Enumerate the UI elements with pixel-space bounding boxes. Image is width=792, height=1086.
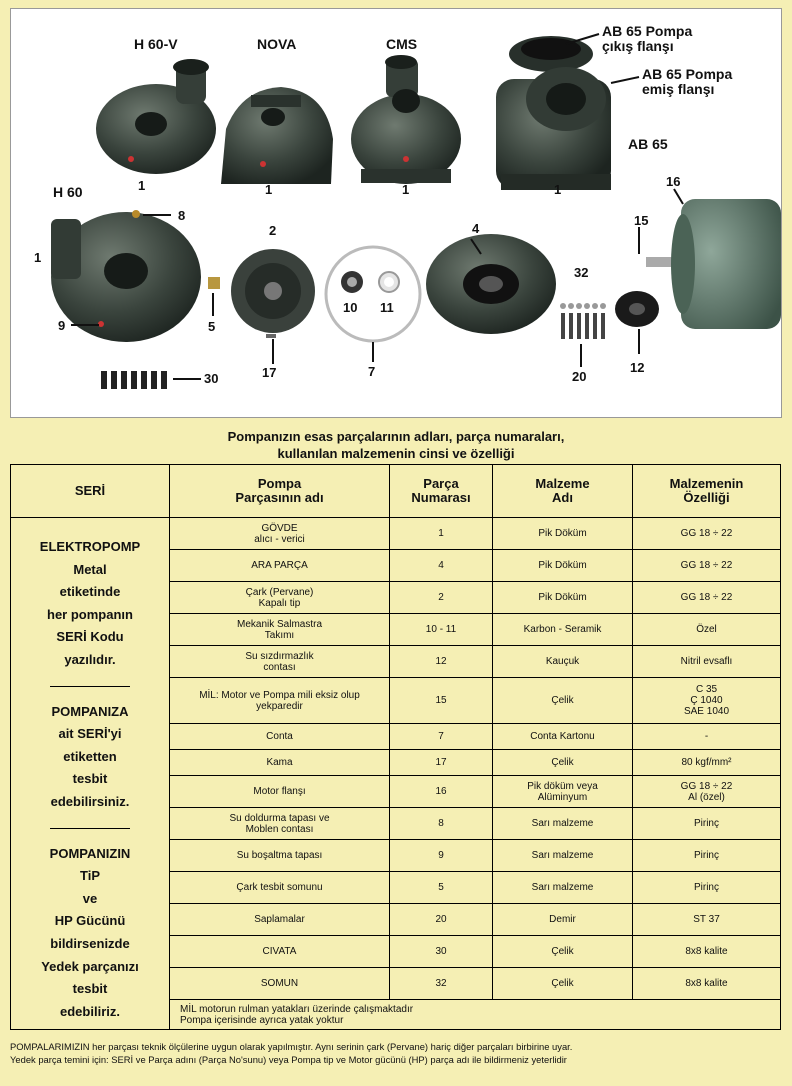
material-property: Nitril evsaflı (633, 646, 781, 678)
part-number: 7 (390, 724, 493, 750)
num-4: 4 (472, 221, 480, 236)
part-name: Conta (170, 724, 390, 750)
part-number: 17 (390, 750, 493, 776)
label-h60: H 60 (53, 184, 83, 200)
ab65-pump-housing (496, 36, 611, 190)
part-name: CIVATA (170, 936, 390, 968)
part-name: Motor flanşı (170, 776, 390, 808)
studs (561, 313, 605, 339)
num-7: 7 (368, 364, 376, 379)
table-row (11, 518, 781, 550)
num-30: 30 (204, 371, 219, 386)
part-name: Su boşaltma tapası (170, 840, 390, 872)
material: Sarı malzeme (493, 872, 633, 904)
label-nova: NOVA (257, 36, 297, 52)
label-ab65-outlet-2: çıkış flanşı (602, 38, 674, 54)
material-property: Özel (633, 614, 781, 646)
material-property: GG 18 ÷ 22 (633, 518, 781, 550)
num-1-nova: 1 (265, 182, 273, 197)
part-number: 20 (390, 904, 493, 936)
material: Çelik (493, 750, 633, 776)
part-name: Çark (Pervane) Kapalı tip (170, 582, 390, 614)
num-15: 15 (634, 213, 649, 228)
part-number: 16 (390, 776, 493, 808)
material-property: GG 18 ÷ 22 Al (özel) (633, 776, 781, 808)
h60v-pump-housing (96, 59, 216, 174)
part-number: 15 (390, 678, 493, 724)
label-ab65-inlet-1: AB 65 Pompa (642, 66, 733, 82)
label-cms: CMS (386, 36, 418, 52)
material: Çelik (493, 936, 633, 968)
header-material-property: Malzemenin Özelliği (633, 465, 781, 518)
material-property: C 35 Ç 1040 SAE 1040 (633, 678, 781, 724)
part-number: 8 (390, 808, 493, 840)
seri-info (11, 518, 170, 1030)
part-number: 4 (390, 550, 493, 582)
intermediate-plate (426, 234, 556, 334)
bolts (101, 371, 167, 389)
impeller (231, 249, 315, 333)
table-caption (0, 428, 792, 462)
num-16: 16 (666, 174, 681, 189)
shaft-key (266, 334, 276, 338)
seri-block-2: POMPANIZA ait SERİ'yi etiketten tesbit edebilirsiniz. (50, 703, 130, 809)
material: Demir (493, 904, 633, 936)
num-5: 5 (208, 319, 216, 334)
parts-photo (10, 8, 782, 418)
nuts (560, 303, 606, 309)
part-name: MİL: Motor ve Pompa mili eksiz olup yekparedir (170, 678, 390, 724)
material-property: 8x8 kalite (633, 968, 781, 1000)
part-name: Mekanik Salmastra Takımı (170, 614, 390, 646)
electric-motor (646, 199, 781, 329)
label-h60v: H 60-V (134, 36, 178, 52)
num-12: 12 (630, 360, 645, 375)
num-1-ab65: 1 (554, 182, 562, 197)
num-1-h60: 1 (34, 250, 42, 265)
part-number: 1 (390, 518, 493, 550)
material-property: Pirinç (633, 872, 781, 904)
num-1-cms: 1 (402, 182, 410, 197)
material-property: Pirinç (633, 808, 781, 840)
part-name: Su doldurma tapası ve Moblen contası (170, 808, 390, 840)
divider (50, 686, 130, 687)
impeller-nut (208, 277, 220, 289)
material: Sarı malzeme (493, 840, 633, 872)
gasket-ring (326, 247, 420, 341)
caption-line-1: Pompanızın esas parçalarının adları, parça numaraları, (227, 429, 565, 444)
material-property: Pirinç (633, 840, 781, 872)
header-material: Malzeme Adı (493, 465, 633, 518)
num-32: 32 (574, 265, 589, 280)
num-2: 2 (269, 223, 277, 238)
material-property: GG 18 ÷ 22 (633, 582, 781, 614)
num-20: 20 (572, 369, 587, 384)
label-ab65-outlet-1: AB 65 Pompa (602, 23, 693, 39)
material: Çelik (493, 968, 633, 1000)
label-ab65: AB 65 (628, 136, 668, 152)
material-property: 8x8 kalite (633, 936, 781, 968)
cms-pump-housing (351, 55, 461, 184)
footer-line-1: POMPALARIMIZIN her parçası teknik ölçülerine uygun olarak yapılmıştır. Aynı serinin çark (Pervane) hariç diğer parçaları birbirine uyar. (10, 1041, 573, 1052)
part-name: Kama (170, 750, 390, 776)
material: Conta Kartonu (493, 724, 633, 750)
part-number: 2 (390, 582, 493, 614)
footer-notes (10, 1040, 785, 1066)
part-name: SOMUN (170, 968, 390, 1000)
num-8: 8 (178, 208, 186, 223)
num-9: 9 (58, 318, 66, 333)
part-number: 9 (390, 840, 493, 872)
header-part-number: Parça Numarası (390, 465, 493, 518)
shaft-note: MİL motorun rulman yatakları üzerinde çalışmaktadır Pompa içerisinde ayrıca yatak yoktur (170, 1000, 781, 1030)
caption-line-2: kullanılan malzemenin cinsi ve özelliği (277, 446, 515, 461)
part-number: 5 (390, 872, 493, 904)
material: Pik Döküm (493, 582, 633, 614)
material: Sarı malzeme (493, 808, 633, 840)
part-number: 32 (390, 968, 493, 1000)
part-name: Çark tesbit somunu (170, 872, 390, 904)
num-11: 11 (380, 300, 394, 315)
part-number: 12 (390, 646, 493, 678)
material: Pik Döküm (493, 518, 633, 550)
water-seal (615, 291, 659, 327)
part-name: ARA PARÇA (170, 550, 390, 582)
label-ab65-inlet-2: emiş flanşı (642, 81, 715, 97)
parts-table (10, 464, 781, 1030)
part-name: Saplamalar (170, 904, 390, 936)
material: Pik Döküm (493, 550, 633, 582)
header-part-name: Pompa Parçasının adı (170, 465, 390, 518)
nova-pump-housing (221, 87, 333, 184)
material: Karbon - Seramik (493, 614, 633, 646)
material: Kauçuk (493, 646, 633, 678)
part-number: 30 (390, 936, 493, 968)
material-property: 80 kgf/mm² (633, 750, 781, 776)
material: Pik döküm veya Alüminyum (493, 776, 633, 808)
mechanical-seal (341, 271, 399, 293)
num-1-h60v: 1 (138, 178, 146, 193)
num-10: 10 (343, 300, 358, 315)
seri-block-1: ELEKTROPOMP Metal etiketinde her pompanın SERİ Kodu yazılıdır. (39, 539, 141, 667)
divider (50, 828, 130, 829)
seri-block-3: POMPANIZIN TiP ve HP Gücünü bildirsenizde Yedek parçanızı tesbit edebiliriz. (41, 845, 139, 1019)
footer-line-2: Yedek parça temini için: SERİ ve Parça adını (Parça No'sunu) veya Pompa tip ve Motor gücünü (HP) parça adı ile bildirmeniz yeterlidir (10, 1054, 567, 1065)
part-number: 10 - 11 (390, 614, 493, 646)
table-header-row (11, 465, 781, 518)
num-17: 17 (262, 365, 277, 380)
material: Çelik (493, 678, 633, 724)
h60-pump-housing (51, 210, 201, 342)
material-property: ST 37 (633, 904, 781, 936)
part-name: GÖVDE alıcı - verici (170, 518, 390, 550)
header-seri: SERİ (11, 465, 170, 518)
exploded-parts-illustration (11, 9, 781, 417)
material-property: - (633, 724, 781, 750)
material-property: GG 18 ÷ 22 (633, 550, 781, 582)
part-name: Su sızdırmazlık contası (170, 646, 390, 678)
